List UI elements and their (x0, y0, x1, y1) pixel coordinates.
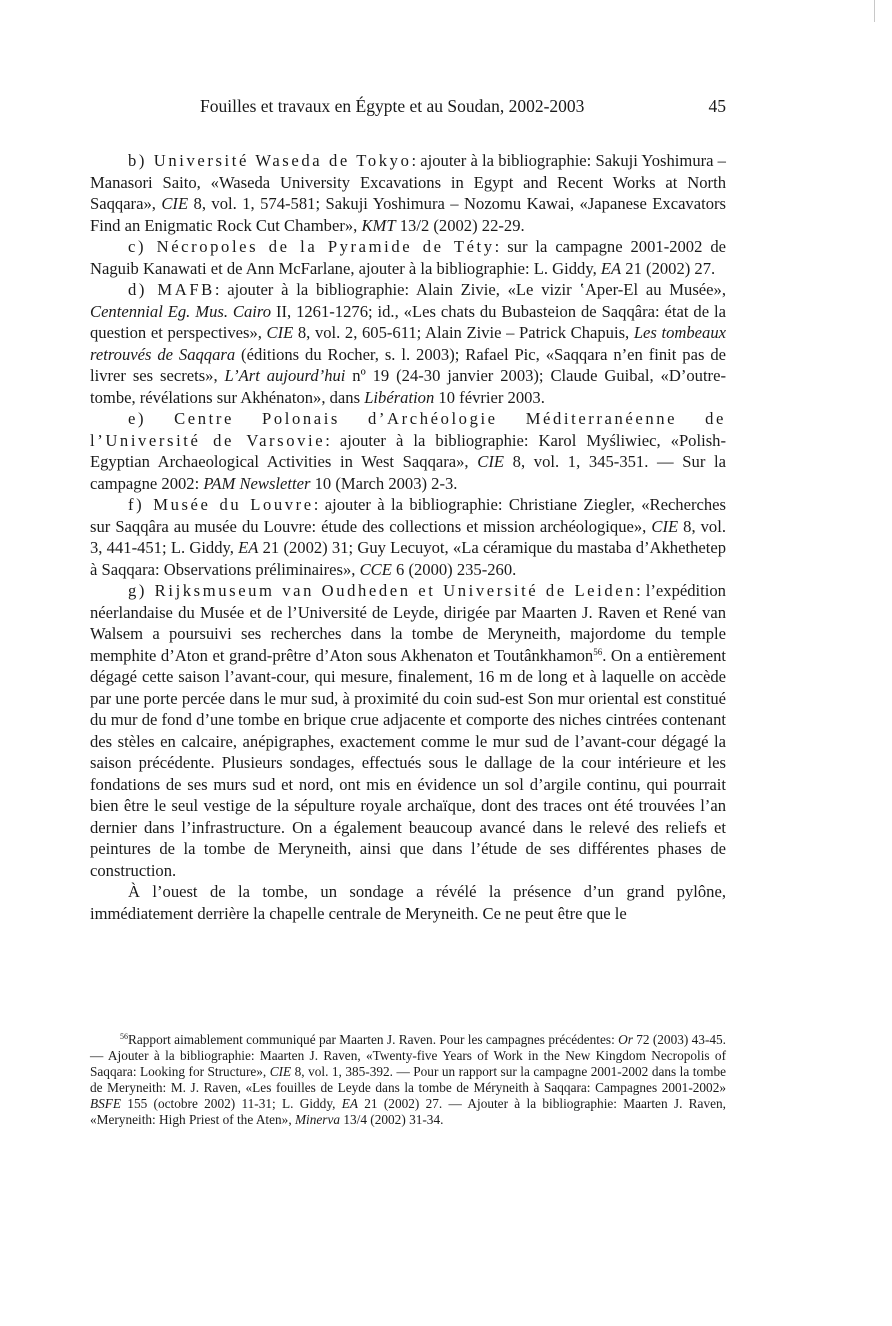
paragraph-h (90, 881, 726, 924)
journal-title: BSFE (90, 1096, 122, 1111)
institution-label: c) Nécropoles de la Pyramide de Téty (128, 237, 495, 256)
footnote-segment: 21 (2002) 27. — Ajouter à la bibliographie: Maarten J. Raven, «Meryneith: High Priest of the Aten», (90, 1096, 726, 1127)
footnote-ref[interactable]: 56 (593, 646, 603, 657)
scan-edge-mark (874, 0, 875, 22)
paragraph-text: 6 (2000) 235-260. (391, 559, 517, 579)
journal-title: Or (618, 1032, 633, 1047)
page-number: 45 (708, 96, 726, 116)
paragraph-text: 21 (2002) 27. (621, 258, 716, 278)
journal-title: CIE (266, 323, 294, 342)
journal-title: CIE (269, 1064, 292, 1079)
institution-label: e) Centre Polonais d’Archéologie Méditerranéenne de l’Université de Varsovie (90, 409, 726, 450)
book-title: Les tombeaux retrouvés de Saqqara (90, 323, 726, 364)
journal-title: EA (341, 1096, 358, 1111)
journal-title: Minerva (294, 1112, 341, 1127)
paragraph-text: . On a entièrement dégagé cette saison l’avant-cour, qui mesure, finalement, 16 m de long et à laquelle on accède par une porte percée dans le mur sud, à proximité du coin sud-est Son mur oriental est constitué du mur de fond d’une tombe en brique crue adjacente et comporte des niches cintrées contenant des stèles en calcaire, anépigraphes, exactement comme le mur sud de l’avant-cour dégagé la saison précédente. Plusieurs sondages, effectués sous le dallage de la cour intérieure et les fondations de ses murs sud et nord, ont mis en évidence un sol d’argile continu, qui pourrait bien être le seul vestige de la sépulture royale archaïque, dont des traces ont été trouvées l’an dernier dans l’infrastructure. On a également beaucoup avancé dans le relevé des reliefs et peintures de la tombe de Meryneith, ainsi que dans l’étude de ses différentes phases de construction. (90, 645, 726, 880)
paragraph-text: 8, vol. 2, 605-611; Alain Zivie – Patrick Chapuis, (293, 323, 634, 342)
paragraph-text: 10 février 2003. (434, 387, 545, 407)
journal-title: EA (238, 538, 259, 557)
paragraph-b (90, 150, 726, 236)
journal-title: CIE (651, 516, 679, 536)
footnote-segment: 8, vol. 1, 385-392. — Pour un rapport sur la campagne 2001-2002 dans la tombe de Meryneith: M. J. Raven, «Les fouilles de Leyde dans la tombe de Méryneith à Saqqara: Campagnes 2001-2002» (90, 1064, 726, 1095)
institution-label: g) Rijksmuseum van Oudheden et Université de Leiden (128, 581, 637, 600)
journal-title: CIE (477, 452, 504, 471)
paragraph-f (90, 494, 726, 580)
running-title: Fouilles et travaux en Égypte et au Soudan, 2002-2003 (200, 96, 585, 116)
institution-label: f) Musée du Louvre (128, 495, 314, 514)
paragraph-text: 8, vol. 1, 345-351. — Sur la campagne 2002: (90, 452, 727, 493)
footnote-segment: 13/4 (2002) 31-34. (340, 1112, 444, 1127)
paragraph-g (90, 580, 726, 881)
paragraph-text: : ajouter à la bibliographie: Sakuji Yoshimura – Manasori Saito, «Waseda University Excavations in Egypt and Recent Works at North Saqqara», (90, 151, 726, 213)
paragraph-text: : ajouter à la bibliographie: Karol Myśliwiec, «Polish-Egyptian Archaeological Activities in West Saqqara», (90, 430, 726, 471)
footnote-segment: Rapport aimablement communiqué par Maarten J. Raven. Pour les campagnes précédentes: (128, 1032, 619, 1047)
paragraph-d (90, 279, 726, 408)
journal-title: PAM Newsletter (203, 473, 311, 493)
journal-title: KMT (361, 215, 396, 235)
journal-title: Libération (364, 387, 435, 407)
paragraph-text: 10 (March 2003) 2-3. (310, 473, 458, 493)
paragraph-text: : ajouter à la bibliographie: Alain Zivie, «Le vizir ʽAper-El au Musée», (214, 280, 726, 299)
journal-title: L’Art aujourd’hui (224, 366, 346, 385)
footnote-number: 56 (120, 1032, 128, 1041)
paragraph-e (90, 408, 726, 494)
journal-title: CCE (359, 559, 392, 579)
journal-title: Centennial Eg. Mus. Cairo (90, 301, 272, 321)
footnote-56 (90, 1032, 726, 1128)
institution-label: d) MAFB (128, 280, 215, 299)
paragraph-text: nº 19 (24-30 janvier 2003); Claude Guibal, «D’outre-tombe, révélations sur Akhénaton», dans (90, 366, 726, 407)
journal-title: EA (600, 258, 622, 278)
journal-title: CIE (161, 194, 189, 213)
paragraph-text: : l’expédition néerlandaise du Musée et de l’Université de Leyde, dirigée par Maarten J. Raven et René van Walsem a poursuivi ses recherches dans la tombe de Meryneith, majordome du temple memphite d’Aton et grand-prêtre d’Aton sous Akhenaton et Toutânkhamon (90, 581, 726, 665)
paragraph-text: 8, vol. 3, 441-451; L. Giddy, (90, 516, 726, 557)
paragraph-text: : ajouter à la bibliographie: Christiane Ziegler, «Recherches sur Saqqâra au musée du Louvre: étude des collections et mission archéologique», (90, 495, 726, 536)
main-text (90, 150, 726, 924)
paragraph-text: (éditions du Rocher, s. l. 2003); Rafael Pic, «Saqqara n’en finit pas de livrer ses secrets», (90, 344, 726, 385)
footnote-text (90, 1032, 726, 1128)
footnote-segment: 72 (2003) 43-45. — Ajouter à la bibliographie: Maarten J. Raven, «Twenty-five Years of Work in the New Kingdom Necropolis of Saqqara: Looking for Structure», (90, 1032, 726, 1079)
paragraph-text: 21 (2002) 31; Guy Lecuyot, «La céramique du mastaba d’Akhethetep à Saqqara: Observations préliminaires», (90, 538, 727, 579)
paragraph-text: 13/2 (2002) 22-29. (395, 215, 525, 235)
paragraph-text: : sur la campagne 2001-2002 de Naguib Kanawati et de Ann McFarlane, ajouter à la bibliographie: L. Giddy, (90, 237, 726, 278)
paragraph-text: II, 1261-1276; id., «Les chats du Bubasteion de Saqqâra: état de la question et perspectives», (90, 301, 727, 342)
paragraph-c (90, 236, 726, 279)
institution-label: b) Université Waseda de Tokyo (128, 151, 412, 170)
paragraph-text: À l’ouest de la tombe, un sondage a révélé la présence d’un grand pylône, immédiatement derrière la chapelle centrale de Meryneith. Ce ne peut être que le (90, 882, 726, 923)
footnote-segment: 155 (octobre 2002) 11-31; L. Giddy, (121, 1096, 342, 1111)
paragraph-text: 8, vol. 1, 574-581; Sakuji Yoshimura – Nozomu Kawai, «Japanese Excavators Find an Enigmatic Rock Cut Chamber», (90, 194, 726, 235)
